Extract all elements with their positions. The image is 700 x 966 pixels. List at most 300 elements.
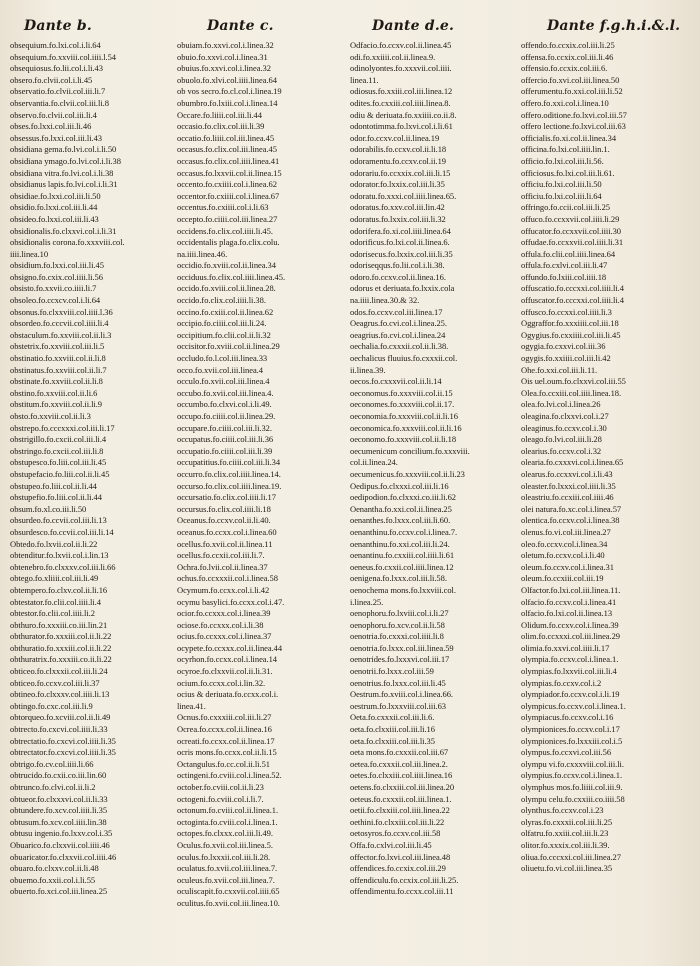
index-entry: obsequiosus.fo.lii.col.i.li.43: [10, 63, 103, 74]
index-entry: oetii.fo.clxxiii.col.iiii.linea.22: [350, 805, 450, 816]
index-entry: olympiador.fo.ccxv.col.i.li.19: [521, 689, 620, 700]
index-entry: obsequium.fo.xxviii.col.iiii.l.54: [10, 51, 117, 62]
index-entry: oenantinu.fo.cxxiii.col.iiii.li.61: [350, 550, 455, 561]
running-headers: [10, 12, 690, 40]
index-column-4: [521, 40, 690, 910]
index-entry: Oggraffor.fo.xxxiiii.col.iii.18: [521, 318, 619, 329]
index-entry: oculus.fo.lxxxii.col.iii.li.28.: [177, 851, 271, 862]
index-entry: oenophoru.fo.xcv.col.ii.li.58: [350, 619, 445, 630]
index-entry: ogygia.fo.cxxvi.col.iii.36: [521, 341, 606, 352]
index-entry: oenanthinu.fo.ccxv.col.i.linea.7.: [350, 526, 458, 537]
column-header-2: Dante c.: [207, 18, 274, 34]
index-entry: occido.fo.xviii.col.ii.linea.28.: [177, 283, 276, 294]
index-entry: Ocymum.fo.ccxx.col.i.li.42: [177, 584, 270, 595]
index-entry: offuscatio.fo.cccxxi.col.iiii.li.4: [521, 283, 624, 294]
index-entry: obtrectator.fo.cxcvi.col.iiii.li.35: [10, 747, 116, 758]
index-entry: offercio.fo.xvi.col.iii.linea.50: [521, 74, 620, 85]
index-entry: occentus.fo.cxiiii.col.i.li.63: [177, 202, 269, 213]
index-entry: occepto.fo.ciiii.col.iii.linea.27: [177, 213, 278, 224]
index-entry: Odfacio.fo.ccxv.col.ii.linea.45: [350, 40, 452, 50]
index-entry: odiu & deriuata.fo.xxiiii.co.ii.8.: [350, 109, 457, 120]
index-entry: Oculus.fo.xvii.col.iii.linea.5.: [177, 839, 273, 850]
index-entry: obsidiae.fo.lxxi.col.iii.li.50: [10, 190, 101, 201]
index-entry: oenanthinu.fo.xxi.col.iii.li.24.: [350, 538, 450, 549]
index-entry: olympu celu.fo.cxxiii.co.iiii.58: [521, 793, 625, 804]
index-entry: oetea.fo.cxxxii.col.iii.linea.2.: [350, 758, 448, 769]
index-entry: obsidionalis corona.fo.xxxviii.col.: [10, 237, 125, 248]
index-entry: obuiam.fo.xxvi.col.i.linea.32: [177, 40, 274, 50]
index-entry: obthurator.fo.xxxiii.col.ii.li.22: [10, 631, 112, 642]
index-entry: observatio.fo.clvii.col.iii.li.7: [10, 86, 106, 97]
index-entry: olympia.fo.ccxv.col.i.linea.1.: [521, 654, 619, 665]
index-entry: na.iiii.linea.30.& 32.: [350, 295, 420, 306]
index-entry: oeta.fo.clxxiii.col.iii.li.16: [350, 724, 435, 735]
index-entry: officiu.fo.lxi.col.iii.li.64: [521, 190, 602, 201]
index-column-2: [177, 40, 350, 910]
column-header-1: Dante b.: [24, 18, 92, 34]
index-entry: oetens.fo.clxxiii.col.iii.linea.20: [350, 782, 455, 792]
index-entry: olim.fo.ccxxxi.col.iii.linea.29: [521, 631, 621, 642]
index-entry: ochus.fo.ccxxxii.col.i.linea.58: [177, 573, 278, 584]
index-entry: oenotrius.fo.lxxx.col.iii.li.45: [350, 677, 446, 688]
index-entry: offuco.fo.ccxxvii.col.iiii.li.29: [521, 213, 620, 224]
index-entry: offendo.fo.ccxix.col.iii.li.25: [521, 40, 615, 50]
index-entry: odorariu.fo.ccxxix.col.iii.li.15: [350, 167, 451, 178]
index-entry: odorus et deriuata.fo.lxxix.cola: [350, 283, 455, 294]
index-entry: offucator.fo.ccxxvii.col.iiii.30: [521, 225, 621, 236]
index-entry: oeta mons.fo.cxxxii.col.iii.67: [350, 747, 449, 758]
index-entry: olymphus mos.fo.liiii.col.iii.9.: [521, 782, 623, 792]
index-entry: obsessus.fo.lxxi.col.iii.li.43: [10, 132, 103, 143]
index-entry: octogeni.fo.cviii.col.i.li.7.: [177, 793, 264, 804]
index-entry: obstupefacio.fo.liii.col.ii.li.45: [10, 468, 110, 479]
index-entry: Oeagrus.fo.cvi.col.i.linea.25.: [350, 318, 447, 329]
index-entry: obsonus.fo.clxxviii.col.iiii.l.36: [10, 306, 113, 317]
index-entry: occidens.fo.clix.col.iiii.li.45.: [177, 225, 273, 236]
index-entry: occulo.fo.xvii.col.iii.linea.4: [177, 376, 270, 387]
index-entry: obtusum.fo.xcv.col.iiii.lin.38: [10, 816, 107, 827]
index-entry: Ocnus.fo.cxxxiii.col.iii.li.27: [177, 712, 272, 723]
index-entry: offero.fo.xxi.col.i.linea.10: [521, 97, 609, 108]
index-entry: olympionices.fo.lxxxiii.col.i.5: [521, 735, 623, 746]
index-entry: odontotimma.fo.lxvi.col.i.li.61: [350, 121, 453, 132]
index-entry: obtego.fo.xliiii.col.iii.li.49: [10, 573, 99, 584]
index-entry: oetosyros.fo.ccxv.col.iii.58: [350, 828, 441, 839]
index-entry: obtrigo.fo.cv.col.iiii.li.66: [10, 758, 94, 769]
index-entry: obtorqueo.fo.xcviii.col.ii.li.49: [10, 712, 111, 723]
index-entry: olympius.fo.ccxv.col.i.linea.1.: [521, 770, 623, 781]
index-entry: observo.fo.clvii.col.iii.li.4: [10, 109, 97, 120]
index-entry: i.linea.25.: [350, 596, 384, 607]
index-entry: obuius.fo.xxvi.col.i.linea.32: [177, 63, 271, 74]
index-entry: oeconomia.fo.xxxviii.col.ii.li.16: [350, 411, 458, 421]
index-entry: obstupeo.fo.liii.col.ii.li.44: [10, 480, 97, 491]
index-entry: oleaginus.fo.ccxv.col.i.30: [521, 422, 607, 433]
index-entry: Obuarico.fo.clxxvii.col.iiii.46: [10, 839, 110, 850]
index-entry: offensa.fo.ccxix.col.iii.li.46: [521, 51, 614, 62]
index-entry: olearia.fo.cxxxvi.col.i.linea.65: [521, 457, 624, 468]
index-entry: oceanus.fo.ccxx.col.i.linea.60: [177, 526, 277, 537]
index-entry: odos.fo.ccxv.col.iii.linea.17: [350, 306, 443, 317]
index-entry: occupo.fo.ciiii.col.ii.linea.29.: [177, 411, 276, 421]
index-entry: ocius.fo.ccxxx.col.i.linea.37: [177, 631, 272, 642]
index-entry: obthuratio.fo.xxxiii.col.ii.li.22: [10, 642, 112, 653]
index-entry: obsisto.fo.xxvii.co.iiii.li.7: [10, 283, 97, 294]
index-entry: Oenantha.fo.xxi.col.ii.linea.25: [350, 503, 452, 514]
index-entry: occiduus.fo.clix.col.iiii.linea.45.: [177, 271, 286, 282]
index-entry: obstaculum.fo.xxviii.col.ii.li.3: [10, 329, 112, 340]
index-entry: odinolyontes.fo.xxxvii.col.iiii.: [350, 63, 452, 74]
index-entry: Oceanus.fo.ccxv.col.ii.li.40.: [177, 515, 271, 526]
index-entry: oenotria.fo.cxxxi.col.iiii.li.8: [350, 631, 444, 642]
index-entry: occasio.fo.clix.col.iii.li.39: [177, 121, 265, 132]
index-entry: obses.fo.lxxi.col.iii.li.46: [10, 121, 92, 132]
index-entry: obtestor.fo.clii.col.iiii.li.2: [10, 608, 95, 619]
index-entry: obtineo.fo.clxxxv.col.iiii.li.13: [10, 689, 110, 700]
index-entry: obuemo.fo.xxii.col.i.li.55: [10, 874, 96, 885]
index-entry: olimia.fo.xxvi.col.iiii.li.17: [521, 642, 610, 653]
index-entry: olea.fo.lvi.col.i.linea.26: [521, 399, 601, 410]
index-entry: olentica.fo.ccxv.col.i.linea.38: [521, 515, 620, 526]
index-entry: linea.11.: [350, 74, 379, 85]
index-entry: oliuetu.fo.vi.col.iii.linea.35: [521, 863, 613, 874]
index-entry: odorificus.fo.lxi.col.ii.linea.6.: [350, 237, 450, 248]
index-entry: oeteus.fo.cxxxii.col.iii.linea.1.: [350, 793, 452, 804]
index-entry: odi.fo.xxiiii.col.ii.linea.9.: [350, 51, 436, 62]
index-entry: oeconomica.fo.xxxviii.col.ii.li.16: [350, 422, 462, 433]
index-entry: obsto.fo.xxviii.col.ii.li.3: [10, 411, 91, 421]
index-entry: obsidio.fo.lxxi.col.iii.li.44: [10, 202, 98, 213]
index-entry: oeta.fo.clxxiii.col.iii.li.35: [350, 735, 435, 746]
index-entry: oculeus.fo.xvii.col.iii.linea.7.: [177, 874, 275, 885]
index-entry: obthuratrix.fo.xxxiii.co.ii.li.22: [10, 654, 112, 665]
index-entry: oecumenicum concilium.fo.xxxviii.: [350, 445, 470, 456]
index-entry: ocris mons.fo.ccxx.col.ii.li.15: [177, 747, 277, 758]
index-entry: obsigno.fo.cxix.col.iiii.li.56: [10, 271, 103, 282]
index-entry: oliua.fo.cccxxi.col.iii.linea.27: [521, 851, 621, 862]
index-entry: olfacio.fo.ccxv.col.i.linea.41: [521, 596, 617, 607]
index-entry: obtenebro.fo.clxxxv.col.iii.li.66: [10, 561, 116, 572]
index-entry: ocius & deriuata.fo.ccxx.col.i.: [177, 689, 279, 700]
index-entry: oenochema mons.fo.lxxviii.col.: [350, 584, 456, 595]
index-entry: obsero.fo.clvii.col.i.li.45: [10, 74, 93, 85]
index-entry: oenanthes.fo.lxxx.col.iii.li.60.: [350, 515, 451, 526]
index-entry: obstrepo.fo.cccxxxi.col.iii.li.17: [10, 422, 115, 433]
index-entry: oeneus.fo.cxxii.col.iiii.linea.12: [350, 561, 454, 572]
index-entry: odoratus.fo.lxxix.col.iii.li.32: [350, 213, 446, 224]
index-entry: obtingo.fo.cxc.col.iii.li.9: [10, 700, 93, 711]
index-entry: oletum.fo.ccxv.col.i.li.40: [521, 550, 605, 561]
index-entry: oleastriu.fo.ccxiii.col.iiii.46: [521, 492, 614, 503]
index-entry: occupare.fo.ciiii.col.iii.li.32.: [177, 422, 272, 433]
index-entry: olitor.fo.xxxix.col.iii.li.39.: [521, 839, 610, 850]
index-entry: obsordeo.fo.cccvii.col.iiii.li.4: [10, 318, 109, 329]
index-entry: offusco.fo.ccxxi.col.iiii.li.3: [521, 306, 612, 317]
index-entry: ocyroe.fo.clxxvii.col.ii.li.31.: [177, 666, 273, 677]
index-entry: olyras.fo.cxxxii.col.iii.li.25: [521, 816, 613, 827]
index-entry: ocyrhon.fo.ccxx.col.i.linea.14: [177, 654, 277, 665]
index-entry: offerumentu.fo.xxi.col.iii.li.52: [521, 86, 623, 97]
index-entry: occido.fo.clix.col.iiii.li.38.: [177, 295, 266, 306]
index-entry: offero lectione.fo.lxvi.col.iii.63: [521, 121, 626, 132]
index-entry: obstinatus.fo.xxviii.col.ii.li.7: [10, 364, 107, 375]
index-entry: occupatio.fo.ciiii.col.iii.li.39: [177, 445, 273, 456]
index-entry: obumbro.fo.lxiii.col.i.linea.14: [177, 97, 278, 108]
index-entry: oenotria.fo.lxxx.col.iii.linea.59: [350, 642, 454, 653]
index-entry: obstinate.fo.xxviii.col.ii.li.8: [10, 376, 103, 387]
index-entry: ocreati.fo.ccxx.col.ii.linea.17: [177, 735, 275, 746]
index-entry: obsum.fo.xl.co.iii.li.50: [10, 503, 87, 514]
index-entry: olynthus.fo.ccxv.col.i.23: [521, 805, 604, 816]
index-entry: occento.fo.cxiiii.col.i.linea.62: [177, 179, 277, 190]
index-entry: Olidum.fo.ccxv.col.i.linea.39: [521, 619, 619, 630]
index-entry: oechalia.fo.cxxxii.col.ii.li.38.: [350, 341, 449, 352]
index-entry: olfacio.fo.lxi.col.ii.linea.13: [521, 608, 613, 619]
index-entry: oeconomes.fo.xxxviii.col.ii.17.: [350, 399, 455, 410]
index-entry: odites.fo.cxxiii.col.iiii.linea.8.: [350, 97, 451, 108]
index-entry: Ocrea.fo.ccxx.col.ii.linea.16: [177, 724, 272, 735]
index-entry: obticeo.fo.ccxv.col.iii.li.37: [10, 677, 100, 688]
index-entry: occubo.fo.xvii.col.iii.linea.4.: [177, 387, 274, 398]
index-entry: october.fo.cviii.col.ii.li.23: [177, 782, 264, 792]
index-entry: olympu vi.fo.cxxxviii.col.iii.li.: [521, 758, 624, 769]
index-entry: obticeo.fo.clxxxii.col.iii.li.24: [10, 666, 108, 677]
index-entry: oleum.fo.ccxv.col.i.linea.31: [521, 561, 614, 572]
index-entry: oleagina.fo.clxxvi.col.i.27: [521, 411, 609, 421]
index-entry: obuaro.fo.clxxv.col.ii.li.48: [10, 863, 99, 874]
index-entry: oetes.fo.clxxiii.col.iiii.linea.16: [350, 770, 453, 781]
index-entry: ocypete.fo.ccxxx.col.ii.linea.44: [177, 642, 283, 653]
index-entry: offendiculu.fo.ccxix.col.iii.li.25.: [350, 874, 459, 885]
index-entry: odoratu.fo.xxxi.col.iiii.linea.65.: [350, 190, 457, 201]
index-entry: oculatus.fo.xvii.col.iii.linea.7.: [177, 863, 278, 874]
index-entry: offundo.fo.lxiii.col.iiii.18: [521, 271, 607, 282]
index-entry: officina.fo.lxi.col.iiii.lin.1.: [521, 144, 610, 155]
index-entry: olympias.fo.lxxvii.col.iii.li.4: [521, 666, 617, 677]
column-header-3: Dante d.e.: [372, 18, 455, 34]
index-entry: obtrecto.fo.cxcvi.col.iiii.li.33: [10, 724, 108, 735]
index-entry: Ogygius.fo.cxxiiii.col.iii.li.45: [521, 329, 621, 340]
index-entry: odoramentu.fo.ccxv.col.ii.19: [350, 155, 447, 166]
index-entry: oleo.fo.ccxv.col.i.linea.34: [521, 538, 608, 549]
index-entry: na.iiii.linea.46.: [177, 248, 228, 259]
index-entry: ocymu basylici.fo.ccxx.col.i.47.: [177, 596, 285, 607]
index-entry: octingeni.fo.cviii.col.i.linea.52.: [177, 770, 282, 781]
index-entry: obsidiana gema.fo.lvi.col.i.li.50: [10, 144, 117, 155]
index-entry: Occare.fo.liiii.col.iii.li.44: [177, 109, 262, 120]
index-entry: Offa.fo.cxlvi.col.iii.li.45: [350, 839, 432, 850]
index-entry: olympicus.fo.ccxv.col.i.linea.1.: [521, 700, 626, 711]
index-entry: obstitum.fo.xxviii.col.ii.li.9: [10, 399, 103, 410]
index-entry: occatio.fo.liiii.col.iii.linea.45: [177, 132, 275, 143]
index-entry: obsidionalis.fo.clxxvi.col.i.li.31: [10, 225, 117, 236]
index-entry: Oedipus.fo.clxxxi.col.iii.li.16: [350, 480, 449, 491]
index-entry: olenus.fo.vi.col.iii.linea.27: [521, 526, 611, 537]
index-entry: ociose.fo.ccxxx.col.i.li.38: [177, 619, 264, 630]
index-entry: Octangulus.fo.cc.col.ii.li.51: [177, 758, 270, 769]
index-entry: Olfactor.fo.lxi.col.iii.linea.11.: [521, 584, 621, 595]
index-entry: occisitor.fo.xviii.col.ii.linea.29: [177, 341, 280, 352]
index-entry: obtusu ingenio.fo.lxxv.col.i.35: [10, 828, 113, 839]
index-entry: occipio.fo.ciiii.col.iii.li.24.: [177, 318, 267, 329]
index-entry: odorisecus.fo.lxxix.col.iii.li.35: [350, 248, 453, 259]
index-entry: ob vos secro.fo.cl.col.i.linea.19: [177, 86, 282, 97]
index-entry: occentor.fo.cxiiii.col.i.linea.67: [177, 190, 280, 201]
index-entry: olympiacus.fo.ccxv.col.i.16: [521, 712, 614, 723]
index-entry: olympus.fo.ccxvi.col.iii.56: [521, 747, 612, 758]
index-entry: ocellus.fo.xvii.col.ii.linea.11: [177, 538, 273, 549]
index-entry: oleaster.fo.lxxxi.col.iiii.li.35: [521, 480, 616, 491]
index-entry: oleago.fo.lvi.col.iii.li.28: [521, 434, 602, 445]
index-entry: octoginta.fo.cviii.col.i.linea.1.: [177, 816, 278, 827]
index-entry: obtestator.fo.clii.col.iiii.li.4: [10, 596, 101, 607]
index-entry: ocium.fo.ccxx.col.i.lin.32.: [177, 677, 266, 688]
index-entry: offuscator.fo.cccxxi.col.iiii.li.4: [521, 295, 624, 306]
index-entry: oeagrius.fo.cvi.col.i.linea.24: [350, 329, 446, 340]
index-entry: obsidiana vitra.fo.lvi.col.i.li.38: [10, 167, 114, 178]
index-entry: obtundere.fo.xcv.col.iiii.li.35: [10, 805, 108, 816]
index-entry: obsurdeo.fo.ccvii.col.iii.li.13: [10, 515, 107, 526]
index-entry: oenigena.fo.lxxx.col.iii.li.58.: [350, 573, 447, 584]
index-entry: oeconomo.fo.xxxviii.col.ii.li.18: [350, 434, 457, 445]
index-entry: ogygis.fo.xxiiii.col.iii.li.42: [521, 353, 611, 364]
index-entry: offendices.fo.ccxix.col.iii.29: [350, 863, 446, 874]
index-entry: obsequium.fo.lxi.col.i.li.64: [10, 40, 101, 50]
index-entry: occurso.fo.clix.col.iiii.linea.19.: [177, 480, 282, 491]
index-entry: occo.fo.xvii.col.iii.linea.4: [177, 364, 263, 375]
index-entry: offula.fo.cxlvi.col.iii.li.47: [521, 260, 608, 271]
index-entry: occludo.fo.l.col.iii.linea.33: [177, 353, 268, 364]
index-entry: octopes.fo.clxxx.col.iii.li.49.: [177, 828, 273, 839]
index-entry: occidio.fo.xviii.col.ii.linea.34: [177, 260, 276, 271]
index-entry: oeconomus.fo.xxxviii.col.ii.15: [350, 387, 453, 398]
index-entry: Oeta.fo.cxxxii.col.iii.li.6.: [350, 712, 435, 723]
index-entry: oenotrii.fo.lxxx.col.iii.59: [350, 666, 434, 677]
index-entry: obstino.fo.xxviii.col.ii.li.6: [10, 387, 98, 398]
index-entry: obuaricator.fo.clxxvii.col.iiii.46: [10, 851, 117, 862]
column-header-4: Dante f.g.h.i.&.l.: [547, 18, 681, 34]
index-entry: obtueor.fo.clxxxvi.col.ii.li.33: [10, 793, 108, 804]
index-column-1: [10, 40, 177, 910]
index-entry: offensio.fo.ccxix.col.iii.6.: [521, 63, 608, 74]
index-entry: officialis.fo.xi.col.ii.linea.34: [521, 132, 617, 143]
index-entry: occasus.fo.lxxvii.col.ii.linea.15: [177, 167, 282, 178]
index-entry: linea.41.: [177, 700, 206, 711]
index-column-3: [350, 40, 521, 910]
index-entry: iiii.linea.10: [10, 248, 49, 259]
index-entry: officio.fo.lxi.col.iii.li.56.: [521, 155, 604, 166]
index-entry: offendimentu.fo.ccxx.col.iii.11: [350, 886, 454, 897]
index-entry: ii.linea.39.: [350, 364, 386, 375]
index-entry: olympionices.fo.ccxv.col.i.17: [521, 724, 620, 735]
index-entry: oenophoru.fo.lxviii.col.i.li.27: [350, 608, 449, 619]
index-entry: oculitus.fo.xvii.col.iii.linea.10.: [177, 897, 280, 908]
index-entry: oculiscapit.fo.cxxvii.col.iiii.65: [177, 886, 280, 897]
index-entry: oecumenicus.fo.xxxviii.col.ii.li.23: [350, 468, 465, 479]
index-entry: odiosus.fo.xxiii.col.iii.linea.12: [350, 86, 453, 97]
index-entry: Ois uel.oum.fo.clxxvi.col.iii.55: [521, 376, 626, 387]
index-entry: Obtedo.fo.lxvii.col.ii.li.22: [10, 538, 98, 549]
index-entry: obstetrix.fo.xxviii.col.iii.li.5: [10, 341, 105, 352]
index-entry: Ochra.fo.lvii.col.ii.linea.37: [177, 561, 268, 572]
index-entry: obsoleo.fo.ccxcv.col.i.li.64: [10, 295, 101, 306]
index-entry: obsurdesco.fo.ccvii.col.iii.li.14: [10, 526, 114, 537]
index-entry: Ohe.fo.xxi.col.iii.li.11.: [521, 364, 598, 375]
index-entry: obtrunco.fo.clvi.col.ii.li.2: [10, 782, 96, 792]
index-entry: obtenditur.fo.lxvii.col.i.lin.13: [10, 550, 109, 561]
index-entry: obtrucido.fo.cxii.co.iii.lin.60: [10, 770, 107, 781]
index-entry: occidentalis plaga.fo.clix.colu.: [177, 237, 280, 248]
index-entry: occumbo.fo.clxvi.col.i.li.49.: [177, 399, 272, 410]
index-entry: occursatio.fo.clix.col.iiii.li.17: [177, 492, 276, 503]
index-entry: obthuro.fo.xxxiii.co.iii.lin.21: [10, 619, 108, 630]
index-entry: ocior.fo.ccxxx.col.i.linea.39: [177, 608, 271, 619]
index-entry: obuio.fo.xxvi.col.i.linea.31: [177, 51, 268, 62]
index-entry: offero.oditione.fo.lxvi.col.iii.57: [521, 109, 627, 120]
index-entry: occasus.fo.clix.col.iii.linea.45: [177, 144, 277, 155]
index-entry: oestrum.fo.lxxxviii.col.iii.63: [350, 700, 447, 711]
index-entry: olfatru.fo.xxiii.col.iii.li.23: [521, 828, 609, 839]
index-entry: olearius.fo.ccxv.col.i.32: [521, 445, 602, 456]
index-entry: offudae.fo.ccxxvii.col.iiii.li.31: [521, 237, 624, 248]
index-entry: odor.fo.ccxv.col.ii.linea.19: [350, 132, 440, 143]
index-entry: octonum.fo.cviii.col.ii.linea.1.: [177, 805, 279, 816]
index-entry: obstupefio.fo.liii.col.ii.li.44: [10, 492, 102, 503]
index-entry: oedipodion.fo.clxxxi.co.iii.li.62: [350, 492, 457, 503]
index-entry: obtempero.fo.clxv.col.ii.li.16: [10, 584, 108, 595]
index-entry: obuolo.fo.xlvi.col.iiii.linea.64: [177, 74, 277, 85]
index-entry: occupatitius.fo.ciiii.col.iii.li.34: [177, 457, 281, 468]
index-entry: occasus.fo.clix.col.iiii.linea.41: [177, 155, 280, 166]
index-entry: occupatus.fo.ciiii.col.iii.li.36: [177, 434, 274, 445]
index-entry: obsidiana ymago.fo.lvi.col.i.li.38: [10, 155, 121, 166]
index-entry: obstringo.fo.cxcii.col.iii.li.8: [10, 445, 104, 456]
index-entry: occursus.fo.clix.col.iiii.li.18: [177, 503, 271, 514]
index-entry: obuerto.fo.xci.col.iii.linea.25: [10, 886, 108, 897]
index-entry: officiu.fo.lxi.col.iii.li.50: [521, 179, 602, 190]
index-entry: oethini.fo.clxxiii.col.iii.li.22: [350, 816, 445, 827]
index-entry: Oestrum.fo.xviii.col.i.linea.66.: [350, 689, 453, 700]
index-entry: ocellus.fo.ccxii.col.iii.li.7.: [177, 550, 265, 561]
index-entry: officiosus.fo.lxi.col.iii.li.61.: [521, 167, 615, 178]
index-columns: [10, 40, 690, 910]
index-entry: offringo.fo.ccii.col.iii.li.25: [521, 202, 610, 213]
index-entry: oechalicus fluuius.fo.cxxxii.col.: [350, 353, 458, 364]
index-entry: obstupesco.fo.liii.col.iii.li.45: [10, 457, 107, 468]
index-entry: obsideo.fo.lxxi.col.iii.li.43: [10, 213, 99, 224]
index-entry: offula.fo.clii.col.iiii.linea.64: [521, 248, 616, 259]
index-entry: obstrigillo.fo.cxcii.col.iii.li.4: [10, 434, 107, 445]
index-entry: oecos.fo.cxxxvii.col.ii.li.14: [350, 376, 442, 387]
index-entry: occino.fo.cxiii.col.ii.linea.62: [177, 306, 274, 317]
index-entry: olympias.fo.ccxv.col.i.2: [521, 677, 602, 688]
index-entry: offector.fo.lxvi.col.iii.linea.48: [350, 851, 451, 862]
index-entry: olearus.fo.ccxxvi.col.i.li.43: [521, 468, 613, 479]
index-entry: odoro.fo.ccxv.col.ii.linea.16.: [350, 271, 446, 282]
index-entry: observantia.fo.clvii.col.iii.li.8: [10, 97, 109, 108]
index-entry: obsidianus lapis.fo.lvi.col.i.li.31: [10, 179, 118, 190]
index-entry: obstinatio.fo.xxviii.col.ii.li.8: [10, 353, 106, 364]
index-entry: olei natura.fo.xc.col.i.linea.57: [521, 503, 622, 514]
index-entry: odorifera.fo.xi.col.iiii.linea.64: [350, 225, 451, 236]
index-entry: odoratus.fo.xxv.col.iii.lin.42: [350, 202, 445, 213]
index-entry: Olea.fo.ccxiii.col.iiii.linea.18.: [521, 387, 622, 398]
index-entry: odorator.fo.lxxix.col.iii.li.35: [350, 179, 445, 190]
index-entry: obtrectatio.fo.cxcvi.col.iiii.li.35: [10, 735, 116, 746]
index-entry: oleum.fo.ccxiii.col.iii.19: [521, 573, 604, 584]
index-entry: obsidium.fo.lxxi.col.iii.li.45: [10, 260, 104, 271]
index-entry: occipitium.fo.clii.col.ii.li.32: [177, 329, 271, 340]
